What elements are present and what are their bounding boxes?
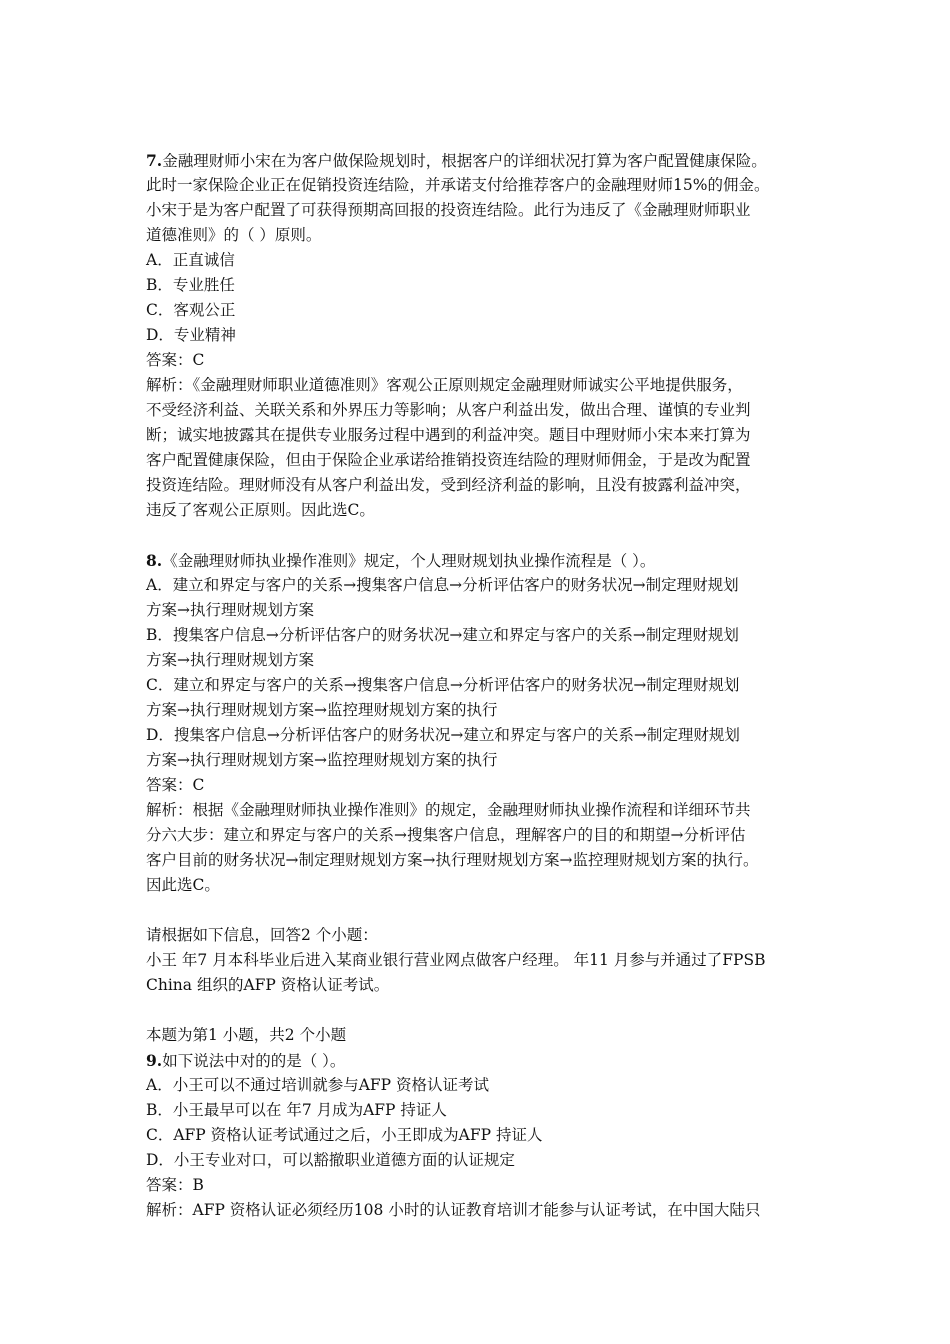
option-b: B．搜集客户信息→分析评估客户的财务状况→建立和界定与客户的关系→制定理财规划 — [146, 626, 739, 644]
sub-question-note: 本题为第1 小题，共2 个小题 — [146, 1026, 347, 1044]
option-c: C．客观公正 — [146, 301, 236, 319]
option-c: C．AFP 资格认证考试通过之后，小王即成为AFP 持证人 — [146, 1126, 543, 1144]
context-line: China 组织的AFP 资格认证考试。 — [146, 976, 390, 994]
analysis-line: 客户配置健康保险，但由于保险企业承诺给推销投资连结险的理财师佣金，于是改为配置 — [146, 451, 751, 469]
analysis-line: 分六大步：建立和界定与客户的关系→搜集客户信息，理解客户的目的和期望→分析评估 — [146, 826, 746, 844]
option-c: C．建立和界定与客户的关系→搜集客户信息→分析评估客户的财务状况→制定理财规划 — [146, 676, 740, 694]
question-stem-line — [146, 548, 826, 573]
analysis-line: 解析：AFP 资格认证必须经历108 小时的认证教育培训才能参与认证考试，在中国大陆只 — [146, 1201, 761, 1219]
question-stem-line: 道德准则》的（ ）原则。 — [146, 226, 322, 244]
analysis-line: 客户目前的财务状况→制定理财规划方案→执行理财规划方案→监控理财规划方案的执行。 — [146, 851, 759, 869]
analysis-line: 断；诚实地披露其在提供专业服务过程中遇到的利益冲突。题目中理财师小宋本来打算为 — [146, 426, 751, 444]
option-d: D．小王专业对口，可以豁撤职业道德方面的认证规定 — [146, 1151, 515, 1169]
option-b: B．小王最早可以在 年7 月成为AFP 持证人 — [146, 1101, 447, 1119]
option-b-cont: 方案→执行理财规划方案 — [146, 651, 314, 669]
analysis-line: 投资连结险。理财师没有从客户利益出发，受到经济利益的影响，且没有披露利益冲突， — [146, 476, 751, 494]
option-a: A．小王可以不通过培训就参与AFP 资格认证考试 — [146, 1076, 489, 1094]
analysis-line: 解析：《金融理财师职业道德准则》客观公正原则规定金融理财师诚实公平地提供服务， — [146, 376, 743, 394]
shared-context — [146, 923, 826, 998]
question-stem-line: 此时一家保险企业正在促销投资连结险，并承诺支付给推荐客户的金融理财师15%的佣金。 — [146, 176, 770, 194]
context-intro: 请根据如下信息，回答2 个小题： — [146, 926, 378, 944]
question-stem-text: 《金融理财师执业操作准则》规定，个人理财规划执业操作流程是（ ）。 — [162, 552, 656, 570]
question-7 — [146, 148, 826, 523]
answer: 答案：B — [146, 1176, 204, 1194]
question-stem-line — [146, 1048, 826, 1073]
option-a: A．建立和界定与客户的关系→搜集客户信息→分析评估客户的财务状况→制定理财规划 — [146, 576, 739, 594]
analysis-line: 解析：根据《金融理财师执业操作准则》的规定，金融理财师执业操作流程和详细环节共 — [146, 801, 751, 819]
analysis-line: 不受经济利益、关联关系和外界压力等影响；从客户利益出发，做出合理、谨慎的专业判 — [146, 401, 751, 419]
answer: 答案：C — [146, 776, 205, 794]
question-stem-line: 小宋于是为客户配置了可获得预期高回报的投资连结险。此行为违反了《金融理财师职业 — [146, 201, 751, 219]
question-number: 8. — [146, 551, 163, 570]
analysis-line: 违反了客观公正原则。因此选C。 — [146, 501, 375, 519]
question-number: 7. — [146, 151, 163, 170]
spacer — [146, 998, 826, 1023]
question-stem-line — [146, 148, 826, 173]
question-stem-text: 金融理财师小宋在为客户做保险规划时，根据客户的详细状况打算为客户配置健康保险。 — [162, 152, 767, 170]
option-b: B．专业胜任 — [146, 276, 235, 294]
option-d-cont: 方案→执行理财规划方案→监控理财规划方案的执行 — [146, 751, 498, 769]
option-c-cont: 方案→执行理财规划方案→监控理财规划方案的执行 — [146, 701, 498, 719]
spacer — [146, 523, 826, 548]
analysis-line: 因此选C。 — [146, 876, 220, 894]
answer: 答案：C — [146, 351, 205, 369]
document-page — [146, 148, 826, 1223]
option-a-cont: 方案→执行理财规划方案 — [146, 601, 314, 619]
question-number: 9. — [146, 1051, 163, 1070]
option-d: D．专业精神 — [146, 326, 236, 344]
question-9 — [146, 1023, 826, 1223]
context-line: 小王 年7 月本科毕业后进入某商业银行营业网点做客户经理。 年11 月参与并通过了FPSB — [146, 951, 766, 969]
spacer — [146, 898, 826, 923]
option-d: D．搜集客户信息→分析评估客户的财务状况→建立和界定与客户的关系→制定理财规划 — [146, 726, 740, 744]
question-stem-text: 如下说法中对的的是（ ）。 — [162, 1052, 346, 1070]
option-a: A．正直诚信 — [146, 251, 235, 269]
question-8 — [146, 548, 826, 898]
